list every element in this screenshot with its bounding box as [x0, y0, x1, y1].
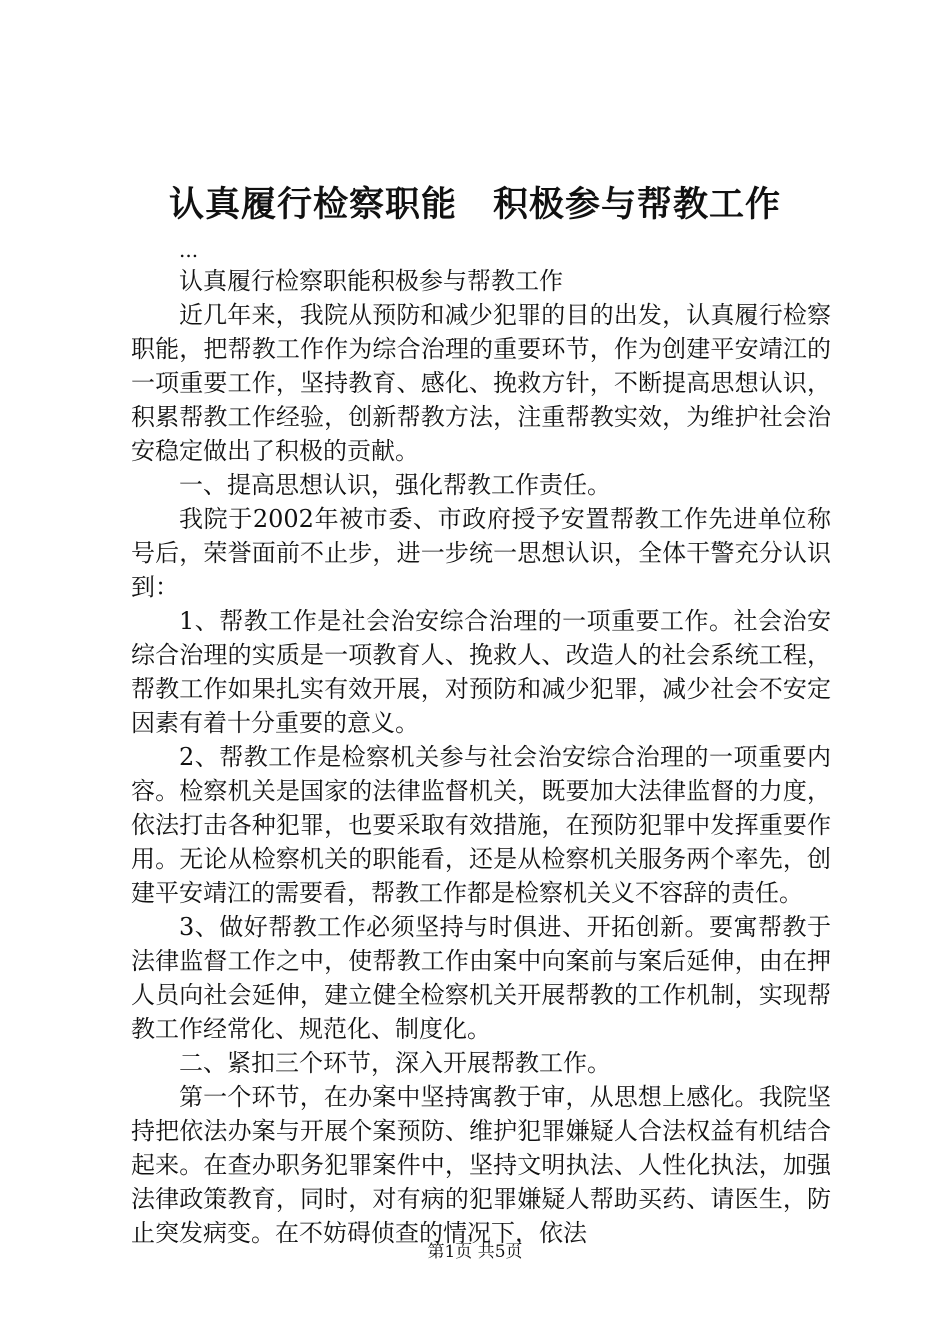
page-footer: 第1页 共5页: [427, 1242, 523, 1262]
intro-paragraph: 近几年来，我院从预防和减少犯罪的目的出发，认真履行检察职能，把帮教工作作为综合治理的重要环节，作为创建平安靖江的一项重要工作，坚持教育、感化、挽救方针，不断提高思想认识，积累帮教工作经验，创新帮教方法，注重帮教实效，为维护社会治安稳定做出了积极的贡献。: [131, 301, 831, 465]
subtitle-paragraph: 认真履行检察职能积极参与帮教工作: [179, 267, 563, 295]
numbered-paragraph-2: 2、帮教工作是检察机关参与社会治安综合治理的一项重要内容。检察机关是国家的法律监督机关，既要加大法律监督的力度，依法打击各种犯罪，也要采取有效措施，在预防犯罪中发挥重要作用。无论从检察机关的职能看，还是从检察机关服务两个率先，创建平安靖江的需要看，帮教工作都是检察机关义不容辞的责任。: [131, 743, 831, 907]
numbered-paragraph-1: 1、帮教工作是社会治安综合治理的一项重要工作。社会治安综合治理的实质是一项教育人、挽救人、改造人的社会系统工程，帮教工作如果扎实有效开展，对预防和减少犯罪，减少社会不安定因素有着十分重要的意义。: [131, 607, 831, 737]
body-paragraph: 第一个环节，在办案中坚持寓教于审，从思想上感化。我院坚持把依法办案与开展个案预防、维护犯罪嫌疑人合法权益有机结合起来。在查办职务犯罪案件中，坚持文明执法、人性化执法，加强法律政策教育，同时，对有病的犯罪嫌疑人帮助买药、请医生，防止突发病变。在不妨碍侦查的情况下，依法: [131, 1083, 831, 1247]
body-paragraph: 我院于2002年被市委、市政府授予安置帮教工作先进单位称号后，荣誉面前不止步，进一步统一思想认识，全体干警充分认识到：: [131, 505, 831, 601]
ellipsis-text: ...: [179, 238, 199, 262]
section-heading-1: 一、提高思想认识，强化帮教工作责任。: [179, 471, 611, 499]
section-heading-2: 二、紧扣三个环节，深入开展帮教工作。: [179, 1049, 611, 1077]
document-body: [131, 236, 831, 1250]
numbered-paragraph-3: 3、做好帮教工作必须坚持与时俱进、开拓创新。要寓帮教于法律监督工作之中，使帮教工作由案中向案前与案后延伸，由在押人员向社会延伸，建立健全检察机关开展帮教的工作机制，实现帮教工作经常化、规范化、制度化。: [131, 913, 831, 1043]
document-title: 认真履行检察职能 积极参与帮教工作: [168, 185, 781, 225]
